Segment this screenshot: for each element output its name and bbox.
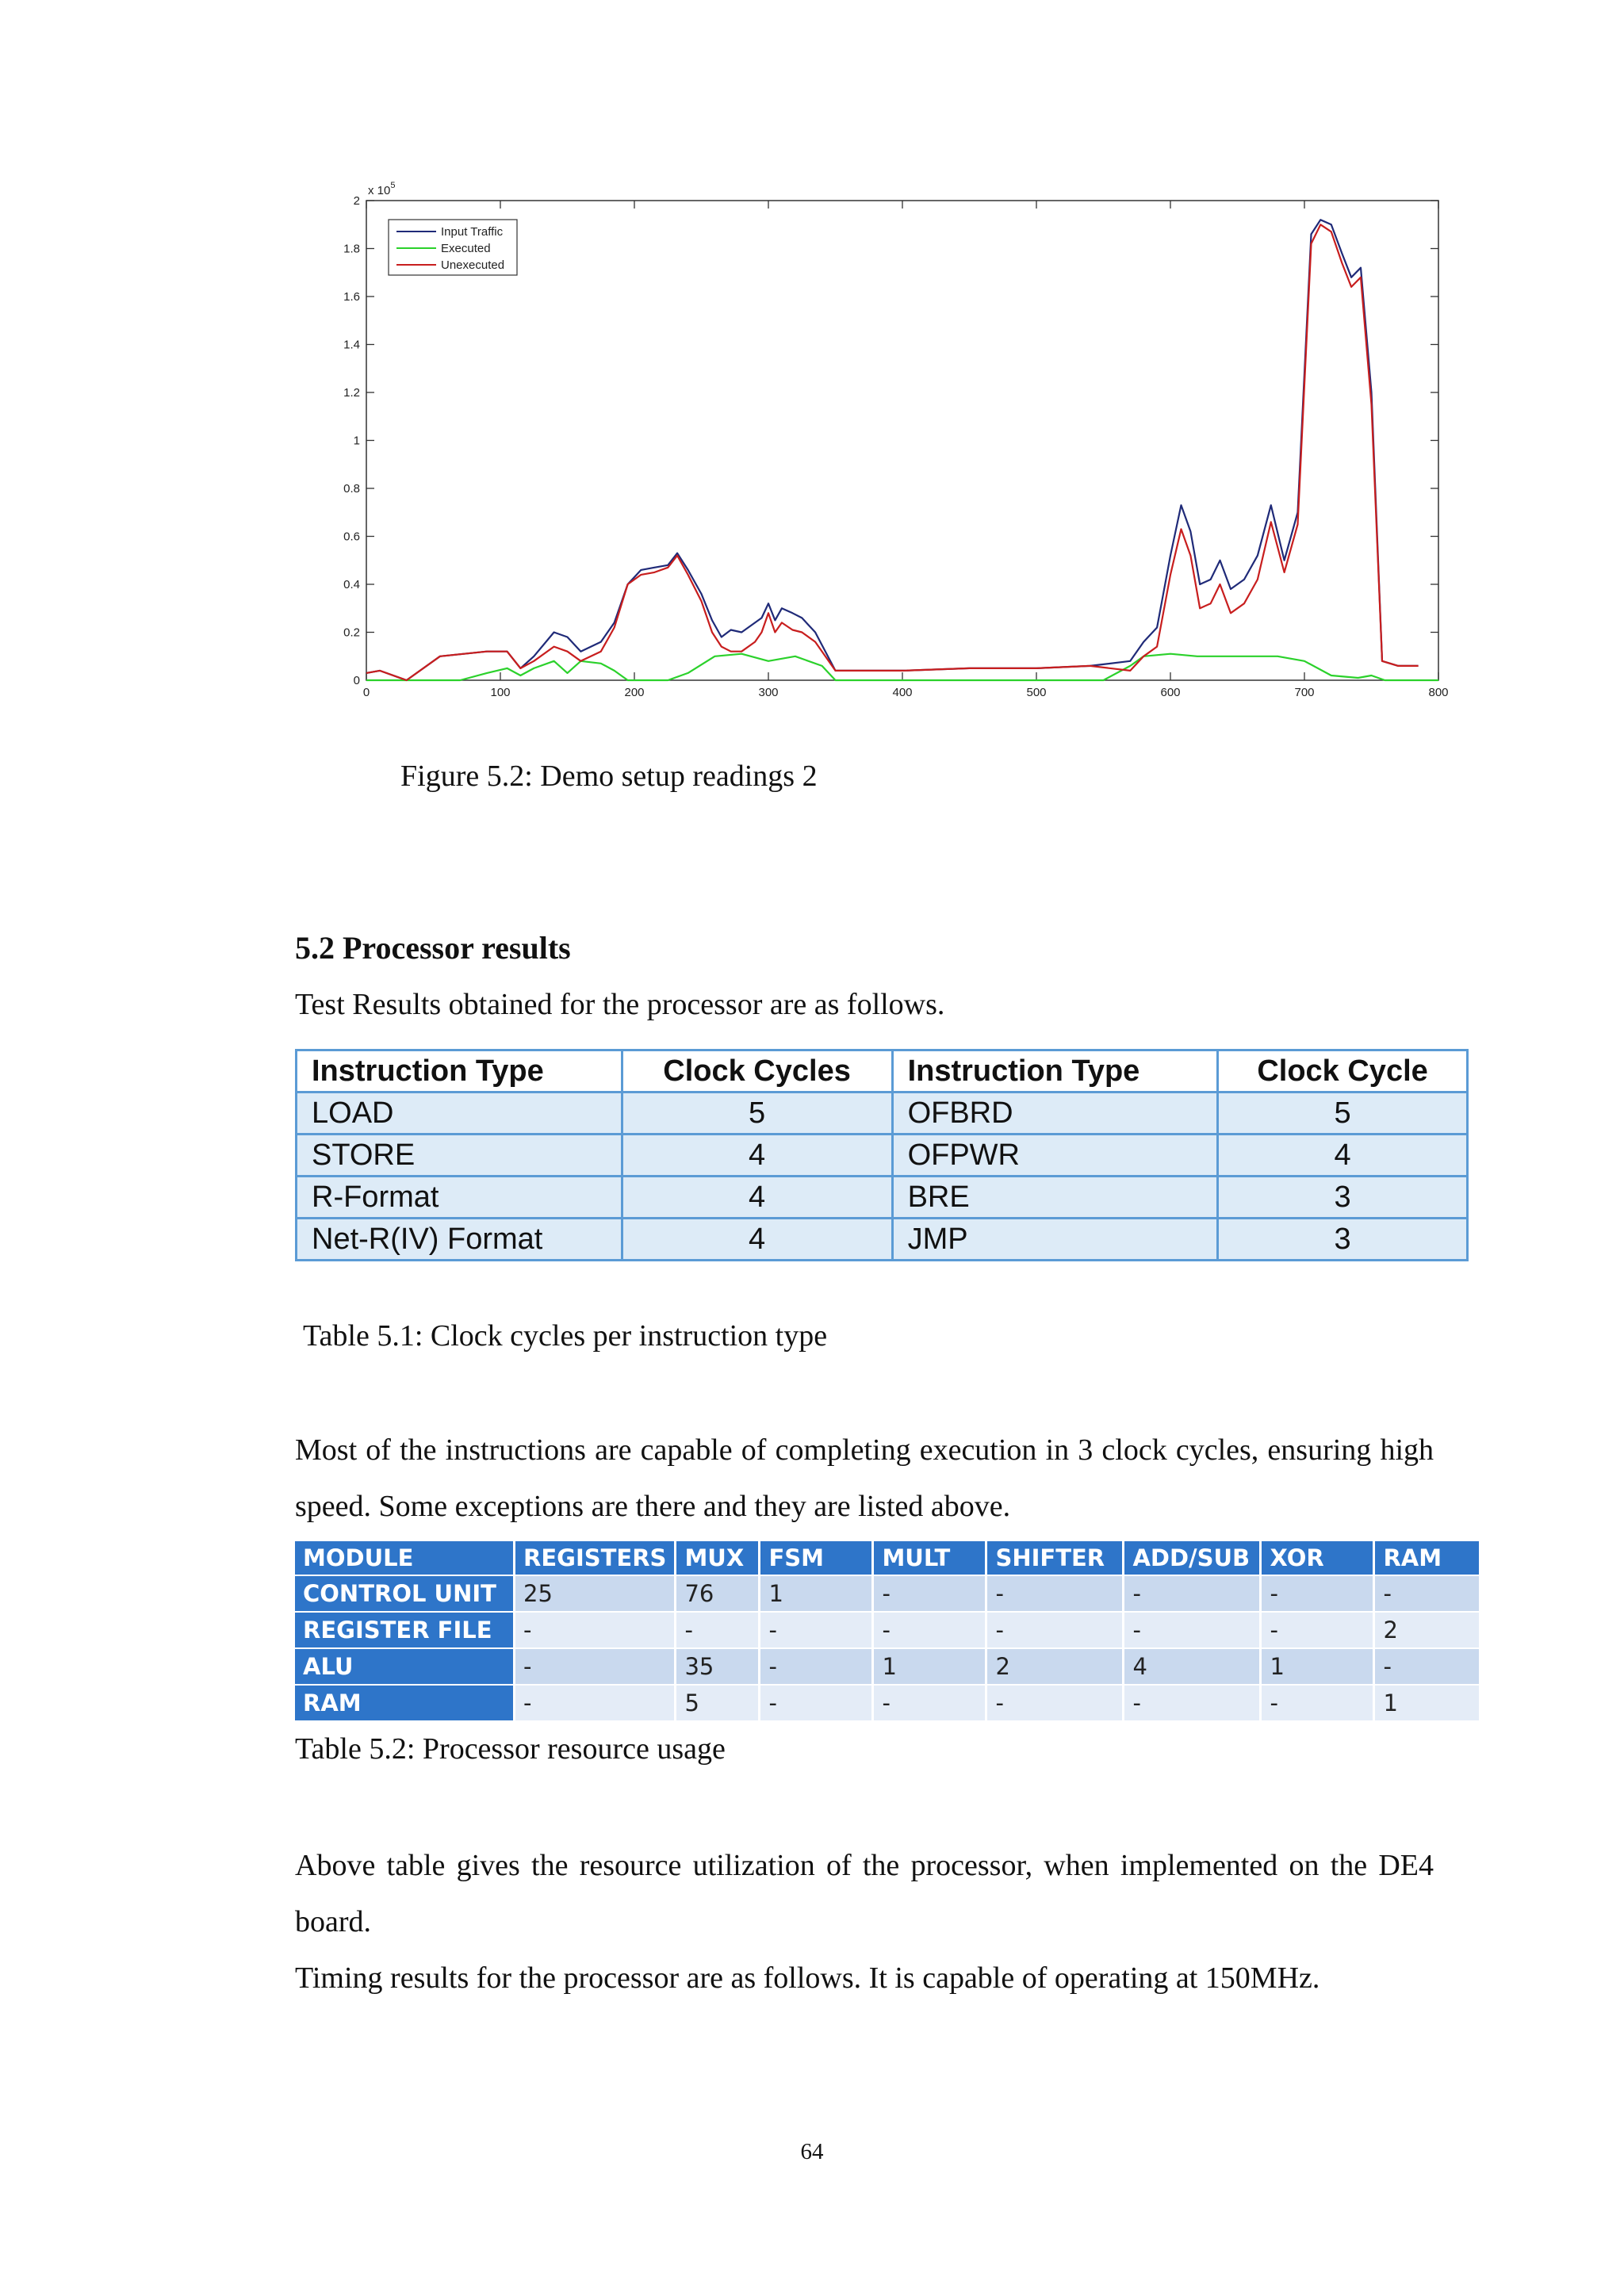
table-row [297, 1093, 1468, 1135]
table-cell: 2 [1374, 1612, 1480, 1648]
table-cell: - [1261, 1685, 1374, 1720]
table-cell: 5 [622, 1093, 892, 1135]
table-header-cell: XOR [1261, 1541, 1374, 1575]
table-row-header: ALU [295, 1648, 515, 1685]
table-row-header: CONTROL UNIT [295, 1575, 515, 1612]
x-tick-label: 300 [758, 686, 779, 699]
table-cell: 5 [1218, 1093, 1468, 1135]
table-cell: R-Format [297, 1177, 622, 1219]
table-cell: BRE [892, 1177, 1218, 1219]
table-cell: - [760, 1612, 873, 1648]
table-header-cell: Clock Cycle [1218, 1050, 1468, 1093]
table-header-cell: SHIFTER [986, 1541, 1124, 1575]
table-cell: OFPWR [892, 1135, 1218, 1177]
table-cell: - [873, 1575, 986, 1612]
table2-caption: Table 5.2: Processor resource usage [295, 1732, 726, 1766]
table-cell: OFBRD [892, 1093, 1218, 1135]
table-row [297, 1219, 1468, 1261]
table-row-header: REGISTER FILE [295, 1612, 515, 1648]
y-multiplier-label: x $10^5$ [368, 181, 396, 197]
figure-chart [317, 178, 1475, 706]
x-tick-label: 200 [624, 686, 645, 699]
resource-usage-table [295, 1541, 1481, 1720]
table-cell: 25 [515, 1575, 676, 1612]
table-cell: 1 [873, 1648, 986, 1685]
table-cell: 1 [1374, 1685, 1480, 1720]
table-cell: - [1124, 1612, 1261, 1648]
table-cell: 76 [676, 1575, 760, 1612]
x-tick-label: 0 [362, 686, 370, 699]
table-row [295, 1648, 1480, 1685]
table-cell: - [1124, 1685, 1261, 1720]
y-tick-label: 1.4 [343, 338, 360, 352]
table-cell: - [676, 1612, 760, 1648]
table-cell: - [873, 1685, 986, 1720]
table-cell: 35 [676, 1648, 760, 1685]
table-cell: - [515, 1648, 676, 1685]
table-header-cell: RAM [1374, 1541, 1480, 1575]
y-tick-label: 0.6 [343, 530, 360, 544]
table-cell: 4 [1124, 1648, 1261, 1685]
table-cell: 5 [676, 1685, 760, 1720]
table-cell: 4 [1218, 1135, 1468, 1177]
table-cell: 3 [1218, 1219, 1468, 1261]
plot-frame [366, 201, 1438, 680]
y-tick-label: 1 [353, 434, 360, 448]
paragraph: Above table gives the resource utilization of the processor, when implemented on the DE4 board. [295, 1849, 1434, 1938]
legend-label: Unexecuted [441, 258, 505, 272]
x-tick-label: 600 [1160, 686, 1181, 699]
y-tick-label: 1.6 [343, 290, 360, 304]
paragraph: Most of the instructions are capable of completing execution in 3 clock cycles, ensuring high speed. Some exceptions are there and they are listed above. [295, 1433, 1434, 1523]
y-tick-label: 0 [353, 674, 360, 687]
legend-label: Input Traffic [441, 225, 504, 239]
x-tick-label: 500 [1026, 686, 1047, 699]
table-header-cell: FSM [760, 1541, 873, 1575]
x-tick-label: 100 [490, 686, 511, 699]
table-row [297, 1177, 1468, 1219]
legend-label: Executed [441, 242, 491, 255]
table-row-header: RAM [295, 1685, 515, 1720]
table-cell: - [986, 1612, 1124, 1648]
table-header-cell: Instruction Type [297, 1050, 622, 1093]
y-tick-label: 2 [353, 194, 360, 208]
table-header-cell: ADD/SUB [1124, 1541, 1261, 1575]
table-cell: - [1374, 1648, 1480, 1685]
table-cell: 2 [986, 1648, 1124, 1685]
table-cell: - [760, 1648, 873, 1685]
table-cell: 3 [1218, 1177, 1468, 1219]
table-header-cell: Instruction Type [892, 1050, 1218, 1093]
page-number: 64 [800, 2139, 824, 2164]
table-cell: - [515, 1612, 676, 1648]
table-header-cell: MUX [676, 1541, 760, 1575]
table-header-cell: REGISTERS [515, 1541, 676, 1575]
figure-caption: Figure 5.2: Demo setup readings 2 [400, 760, 818, 793]
table-cell: - [760, 1685, 873, 1720]
table-cell: - [1261, 1575, 1374, 1612]
y-tick-label: 0.2 [343, 626, 360, 640]
table-cell: 1 [1261, 1648, 1374, 1685]
table-cell: 4 [622, 1135, 892, 1177]
table-cell: Net-R(IV) Format [297, 1219, 622, 1261]
table-cell: LOAD [297, 1093, 622, 1135]
y-tick-label: 0.8 [343, 482, 360, 496]
table-header-row [297, 1050, 1468, 1093]
table-row [295, 1575, 1480, 1612]
table-cell: STORE [297, 1135, 622, 1177]
table-cell: - [1124, 1575, 1261, 1612]
x-tick-label: 700 [1294, 686, 1315, 699]
y-tick-label: 1.8 [343, 242, 360, 256]
table-cell: JMP [892, 1219, 1218, 1261]
paragraph: Timing results for the processor are as follows. It is capable of operating at 150MHz. [295, 1961, 1320, 1995]
x-tick-label: 800 [1428, 686, 1449, 699]
table-cell: - [986, 1575, 1124, 1612]
x-tick-label: 400 [892, 686, 913, 699]
table-header-cell: MULT [873, 1541, 986, 1575]
section-intro: Test Results obtained for the processor are as follows. [295, 988, 945, 1021]
table-header-cell: Clock Cycles [622, 1050, 892, 1093]
line-chart [317, 178, 1475, 706]
section-heading: 5.2 Processor results [295, 930, 571, 966]
table-row [295, 1685, 1480, 1720]
table-cell: - [873, 1612, 986, 1648]
table-cell: - [1261, 1612, 1374, 1648]
clock-cycles-table [295, 1049, 1469, 1261]
table-row [297, 1135, 1468, 1177]
table-cell: 4 [622, 1177, 892, 1219]
table-cell: 4 [622, 1219, 892, 1261]
table-header-cell: MODULE [295, 1541, 515, 1575]
table-cell: - [1374, 1575, 1480, 1612]
table1-caption: Table 5.1: Clock cycles per instruction type [303, 1319, 828, 1353]
table-cell: - [515, 1685, 676, 1720]
y-tick-label: 1.2 [343, 386, 360, 400]
table-row [295, 1612, 1480, 1648]
table-cell: 1 [760, 1575, 873, 1612]
table-header-row [295, 1541, 1480, 1575]
y-tick-label: 0.4 [343, 578, 360, 591]
table-cell: - [986, 1685, 1124, 1720]
